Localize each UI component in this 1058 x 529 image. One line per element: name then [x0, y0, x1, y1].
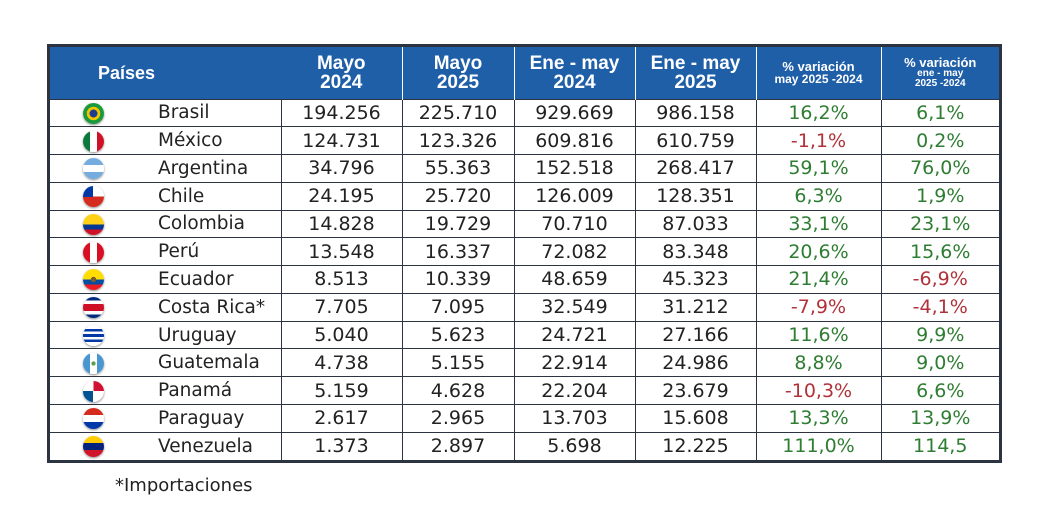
flag-cell	[50, 266, 136, 294]
flag-cell	[50, 99, 136, 127]
header-janmay-2025-line2: 2025	[674, 71, 717, 93]
header-variation-janmay-line3: 2025 -2024	[914, 78, 966, 90]
cell-may2025: 7.095	[402, 293, 514, 321]
flag-cell	[50, 432, 136, 460]
cell-var-may: 8,8%	[756, 349, 881, 377]
cell-may2024: 8.513	[281, 266, 402, 294]
table-row	[50, 238, 999, 266]
cell-var-janmay: 114,5	[881, 432, 999, 460]
cell-var-janmay: 9,0%	[881, 349, 999, 377]
cell-may2025: 19.729	[402, 210, 514, 238]
table-row	[50, 266, 999, 294]
paraguay-flag-icon	[83, 408, 104, 429]
flag-cell	[50, 321, 136, 349]
flag-cell	[50, 127, 136, 155]
header-variation-janmay-line1: % variación	[904, 54, 977, 70]
cell-var-may: 20,6%	[756, 238, 881, 266]
cell-may2024: 13.548	[281, 238, 402, 266]
brasil-flag-icon	[83, 103, 104, 124]
header-variation-may	[756, 47, 881, 99]
panama-flag-icon	[83, 381, 104, 402]
cell-may2025: 55.363	[402, 155, 514, 183]
flag-cell	[50, 155, 136, 183]
cell-var-janmay: 9,9%	[881, 321, 999, 349]
cell-janmay2024: 13.703	[514, 404, 635, 432]
table-row	[50, 155, 999, 183]
cell-var-janmay: 76,0%	[881, 155, 999, 183]
table-row	[50, 210, 999, 238]
cell-var-janmay: 0,2%	[881, 127, 999, 155]
flag-cell	[50, 377, 136, 405]
argentina-flag-icon	[83, 158, 104, 179]
country-name: Guatemala	[136, 349, 281, 377]
header-may-2025-line2: 2025	[436, 71, 480, 93]
ecuador-flag-icon	[83, 269, 104, 290]
cell-var-may: -7,9%	[756, 293, 881, 321]
country-name: México	[136, 127, 281, 155]
header-variation-may-line1: % variación	[782, 59, 855, 75]
header-row	[50, 47, 999, 99]
cell-janmay2024: 70.710	[514, 210, 635, 238]
cell-var-janmay: 6,6%	[881, 377, 999, 405]
sales-table-container	[47, 44, 1002, 463]
flag-cell	[50, 349, 136, 377]
country-name: Uruguay	[136, 321, 281, 349]
cell-may2025: 123.326	[402, 127, 514, 155]
cell-janmay2025: 27.166	[635, 321, 756, 349]
header-janmay-2024-line1: Ene - may	[529, 52, 620, 74]
cell-may2025: 10.339	[402, 266, 514, 294]
cell-var-may: 59,1%	[756, 155, 881, 183]
country-name: Costa Rica*	[136, 293, 281, 321]
cell-janmay2025: 15.608	[635, 404, 756, 432]
cell-janmay2024: 32.549	[514, 293, 635, 321]
cell-var-may: -10,3%	[756, 377, 881, 405]
cell-var-janmay: 23,1%	[881, 210, 999, 238]
cell-janmay2024: 929.669	[514, 99, 635, 127]
colombia-flag-icon	[83, 214, 104, 235]
header-variation-janmay-line2: ene - may	[917, 67, 964, 79]
header-janmay-2025-line1: Ene - may	[650, 52, 741, 74]
country-name: Perú	[136, 238, 281, 266]
table-row	[50, 349, 999, 377]
cell-may2024: 14.828	[281, 210, 402, 238]
cell-janmay2025: 128.351	[635, 182, 756, 210]
table-row	[50, 321, 999, 349]
cell-janmay2024: 609.816	[514, 127, 635, 155]
flag-cell	[50, 182, 136, 210]
uruguay-flag-icon	[83, 325, 104, 346]
flag-cell	[50, 210, 136, 238]
table-row	[50, 432, 999, 460]
cell-janmay2025: 23.679	[635, 377, 756, 405]
country-name: Colombia	[136, 210, 281, 238]
cell-var-may: 11,6%	[756, 321, 881, 349]
cell-var-may: 21,4%	[756, 266, 881, 294]
cell-may2024: 34.796	[281, 155, 402, 183]
header-janmay-2024-line2: 2024	[553, 71, 596, 93]
cell-janmay2024: 72.082	[514, 238, 635, 266]
header-country: Países	[50, 47, 281, 99]
cell-var-janmay: -6,9%	[881, 266, 999, 294]
table-row	[50, 377, 999, 405]
cell-var-janmay: 6,1%	[881, 99, 999, 127]
sales-table	[50, 47, 999, 460]
country-name: Panamá	[136, 377, 281, 405]
cell-janmay2024: 126.009	[514, 182, 635, 210]
header-janmay-2025	[635, 47, 756, 99]
header-may-2025-line1: Mayo	[433, 52, 483, 74]
cell-may2024: 2.617	[281, 404, 402, 432]
cell-var-may: -1,1%	[756, 127, 881, 155]
table-body	[50, 99, 999, 460]
country-name: Venezuela	[136, 432, 281, 460]
table-row	[50, 404, 999, 432]
cell-may2025: 25.720	[402, 182, 514, 210]
chile-flag-icon	[83, 186, 104, 207]
header-janmay-2024	[514, 47, 635, 99]
country-name: Chile	[136, 182, 281, 210]
cell-may2024: 124.731	[281, 127, 402, 155]
cell-janmay2025: 986.158	[635, 99, 756, 127]
cell-may2025: 5.623	[402, 321, 514, 349]
cell-var-may: 6,3%	[756, 182, 881, 210]
cell-var-janmay: 15,6%	[881, 238, 999, 266]
cell-may2025: 4.628	[402, 377, 514, 405]
costarica-flag-icon	[83, 297, 104, 318]
cell-may2024: 5.040	[281, 321, 402, 349]
cell-janmay2025: 83.348	[635, 238, 756, 266]
country-name: Argentina	[136, 155, 281, 183]
cell-janmay2025: 610.759	[635, 127, 756, 155]
mexico-flag-icon	[83, 131, 104, 152]
cell-janmay2024: 48.659	[514, 266, 635, 294]
table-row	[50, 182, 999, 210]
cell-janmay2025: 87.033	[635, 210, 756, 238]
flag-cell	[50, 238, 136, 266]
header-may-2024-line1: Mayo	[316, 52, 366, 74]
country-name: Paraguay	[136, 404, 281, 432]
header-may-2024	[281, 47, 402, 99]
cell-may2024: 4.738	[281, 349, 402, 377]
header-may-2025	[402, 47, 514, 99]
header-variation-may-line2: may 2025 -2024	[774, 72, 863, 87]
cell-may2024: 24.195	[281, 182, 402, 210]
cell-var-may: 33,1%	[756, 210, 881, 238]
cell-janmay2024: 22.204	[514, 377, 635, 405]
flag-cell	[50, 293, 136, 321]
cell-janmay2024: 152.518	[514, 155, 635, 183]
cell-janmay2025: 12.225	[635, 432, 756, 460]
flag-cell	[50, 404, 136, 432]
cell-may2025: 5.155	[402, 349, 514, 377]
table-row	[50, 127, 999, 155]
cell-janmay2024: 5.698	[514, 432, 635, 460]
guatemala-flag-icon	[83, 353, 104, 374]
footnote: *Importaciones	[115, 475, 253, 496]
header-variation-janmay	[881, 47, 999, 99]
cell-janmay2025: 268.417	[635, 155, 756, 183]
cell-may2024: 7.705	[281, 293, 402, 321]
cell-may2025: 16.337	[402, 238, 514, 266]
cell-may2024: 194.256	[281, 99, 402, 127]
cell-var-may: 111,0%	[756, 432, 881, 460]
cell-var-may: 16,2%	[756, 99, 881, 127]
table-row	[50, 293, 999, 321]
country-name: Brasil	[136, 99, 281, 127]
cell-may2024: 5.159	[281, 377, 402, 405]
cell-var-janmay: 13,9%	[881, 404, 999, 432]
header-may-2024-line2: 2024	[320, 71, 363, 93]
cell-var-may: 13,3%	[756, 404, 881, 432]
cell-janmay2024: 24.721	[514, 321, 635, 349]
cell-may2025: 2.897	[402, 432, 514, 460]
peru-flag-icon	[83, 242, 104, 263]
cell-janmay2024: 22.914	[514, 349, 635, 377]
country-name: Ecuador	[136, 266, 281, 294]
cell-janmay2025: 45.323	[635, 266, 756, 294]
cell-may2025: 225.710	[402, 99, 514, 127]
table-row	[50, 99, 999, 127]
cell-may2025: 2.965	[402, 404, 514, 432]
cell-janmay2025: 24.986	[635, 349, 756, 377]
cell-may2024: 1.373	[281, 432, 402, 460]
cell-janmay2025: 31.212	[635, 293, 756, 321]
cell-var-janmay: 1,9%	[881, 182, 999, 210]
cell-var-janmay: -4,1%	[881, 293, 999, 321]
venezuela-flag-icon	[83, 436, 104, 457]
